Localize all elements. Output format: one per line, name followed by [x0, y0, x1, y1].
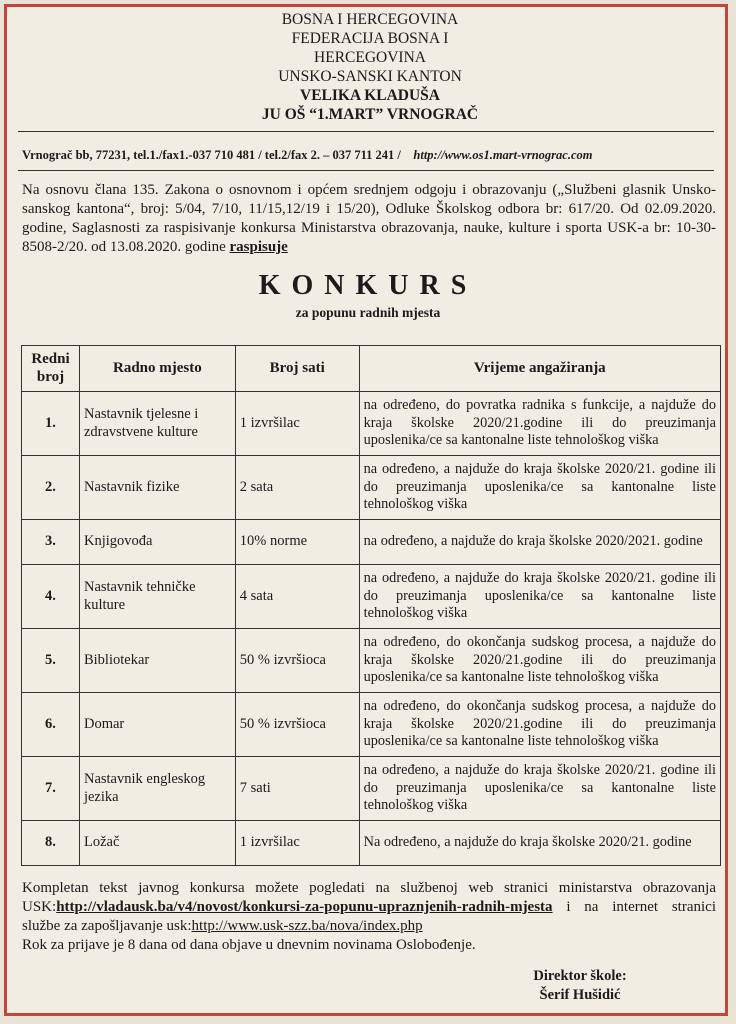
table-header-row [22, 346, 721, 392]
row-hours: 4 sata [235, 565, 359, 629]
footer-text-1: Kompletan tekst javnog konkursa možete pogledati na službenoj web stranici ministarstva obrazovanja USK: [22, 880, 716, 915]
row-position: Knjigovođa [79, 520, 235, 565]
header-position: Radno mjesto [79, 346, 235, 392]
row-hours: 50 % izvršioca [235, 693, 359, 757]
row-position: Nastavnik tehničke kulture [79, 565, 235, 629]
header-hours: Broj sati [235, 346, 359, 392]
header-line-1: BOSNA I HERCEGOVINA [281, 11, 459, 28]
school-header [200, 10, 540, 124]
row-hours: 1 izvršilac [235, 392, 359, 456]
row-position: Nastavnik engleskog jezika [79, 757, 235, 821]
table-row [22, 757, 721, 821]
footer-text-2: i na internet stranici službe za zapošljavanje usk: [22, 899, 716, 934]
header-line-4: UNSKO-SANSKI KANTON [278, 68, 462, 85]
page-subtitle: za popunu radnih mjesta [295, 305, 441, 320]
intro-paragraph [22, 181, 716, 257]
row-hours: 50 % izvršioca [235, 629, 359, 693]
header-number: Redni broj [22, 346, 80, 392]
signature-block [500, 967, 660, 1005]
signature-name: Šerif Hušidić [539, 987, 621, 1003]
header-line-2: FEDERACIJA BOSNA I [291, 30, 449, 47]
contact-address: Vrnograč bb, 77231, tel.1./fax1.-037 710 481 / tel.2/fax 2. – 037 711 241 / [22, 148, 401, 162]
row-engagement: Na određeno, a najduže do kraja školske 2020/21. godine [359, 821, 720, 866]
table-row [22, 456, 721, 520]
row-hours: 10% norme [235, 520, 359, 565]
row-position: Nastavnik tjelesne i zdravstvene kulture [79, 392, 235, 456]
signature-title: Direktor škole: [533, 968, 627, 984]
header-line-6: JU OŠ “1.MART” VRNOGRAČ [261, 106, 479, 123]
table-row [22, 693, 721, 757]
row-number: 2. [22, 456, 80, 520]
row-position: Domar [79, 693, 235, 757]
row-hours: 2 sata [235, 456, 359, 520]
employment-service-link[interactable]: http://www.usk-szz.ba/nova/index.php [191, 918, 423, 934]
table-row [22, 821, 721, 866]
row-number: 1. [22, 392, 80, 456]
row-number: 4. [22, 565, 80, 629]
row-hours: 1 izvršilac [235, 821, 359, 866]
ministry-link[interactable]: http://vladausk.ba/v4/novost/konkursi-za-popunu-upraznjenih-radnih-mjesta [56, 899, 553, 915]
contact-website[interactable]: http://www.os1.mart-vrnograc.com [413, 148, 593, 162]
positions-table [21, 345, 721, 866]
row-hours: 7 sati [235, 757, 359, 821]
intro-keyword: raspisuje [229, 239, 288, 255]
contact-divider [18, 170, 714, 171]
row-number: 8. [22, 821, 80, 866]
deadline-text: Rok za prijave je 8 dana od dana objave u dnevnim novinama Oslobođenje. [22, 937, 476, 953]
intro-text: Na osnovu člana 135. Zakona o osnovnom i općem srednjem odgoju i obrazovanju („Službeni glasnik Unsko-sanskog kantona“, broj: 5/04, 7/10, 11/15,12/19 i 15/20), Odluke Školskog odbora br: 617/20. Od 02.09.2020. godine, Saglasnosti za raspisivanje konkursa Ministarstva obrazovanja, nauke, kulture i sporta USK-a br: 10-30-8508-2/20. od 13.08.2020. godine [22, 182, 716, 255]
row-position: Nastavnik fizike [79, 456, 235, 520]
row-number: 7. [22, 757, 80, 821]
row-number: 3. [22, 520, 80, 565]
table-row [22, 392, 721, 456]
row-engagement: na određeno, a najduže do kraja školske 2020/21. godine ili do preuzimanja uposlenika/ce sa kantonalne liste tehnološkog viška [359, 757, 720, 821]
row-number: 6. [22, 693, 80, 757]
table-row [22, 629, 721, 693]
row-number: 5. [22, 629, 80, 693]
footer-paragraph [22, 879, 716, 955]
row-engagement: na određeno, do okončanja sudskog procesa, a najduže do kraja školske 2020/21.godine ili do preuzimanja uposlenika/ce sa kantonalne liste tehnološkog viška [359, 629, 720, 693]
row-position: Ložač [79, 821, 235, 866]
row-engagement: na određeno, do okončanja sudskog procesa, a najduže do kraja školske 2020/21.godine ili do preuzimanja uposlenika/ce sa kantonalne liste tehnološkog viška [359, 693, 720, 757]
header-line-3: HERCEGOVINA [314, 49, 426, 66]
header-divider [18, 131, 714, 132]
page-title: KONKURS [258, 270, 478, 301]
row-engagement: na određeno, a najduže do kraja školske 2020/21. godine ili do preuzimanja uposlenika/ce sa kantonalne liste tehnološkog viška [359, 565, 720, 629]
table-row [22, 565, 721, 629]
header-engagement: Vrijeme angažiranja [359, 346, 720, 392]
row-position: Bibliotekar [79, 629, 235, 693]
row-engagement: na određeno, a najduže do kraja školske 2020/21. godine ili do preuzimanja uposlenika/ce sa kantonalne liste tehnološkog viška [359, 456, 720, 520]
table-row [22, 520, 721, 565]
contact-line [22, 148, 718, 163]
header-line-5: VELIKA KLADUŠA [300, 87, 440, 104]
row-engagement: na određeno, a najduže do kraja školske 2020/2021. godine [359, 520, 720, 565]
row-engagement: na određeno, do povratka radnika s funkcije, a najduže do kraja školske 2020/21.godine ili do preuzimanja uposlenika/ce sa kantonalne liste tehnološkog viška [359, 392, 720, 456]
